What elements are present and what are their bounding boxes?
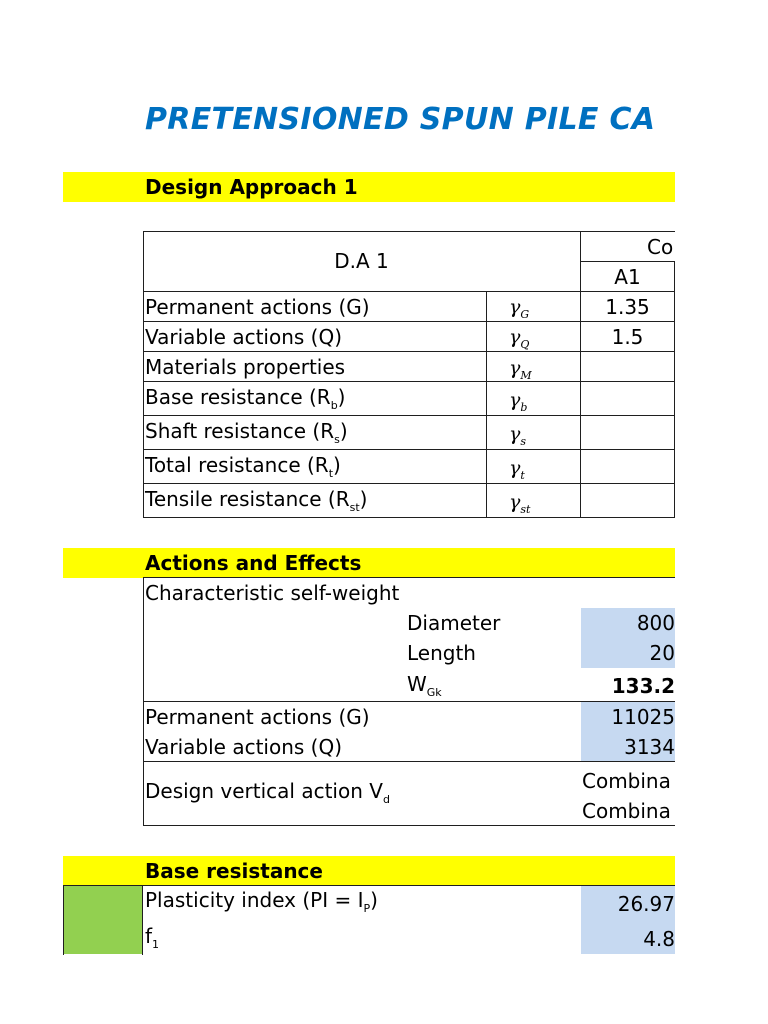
row-permanent-value: 1.35	[605, 295, 650, 319]
row-shaft-resistance-label: Shaft resistance $(R_s)$	[145, 419, 348, 446]
row-total-resistance-label: Total resistance $(R_t)$	[145, 453, 341, 480]
header-combination: Co	[647, 235, 674, 259]
row-base-resistance-label: Base resistance $(R_b)$	[145, 385, 346, 412]
green-marker-cell	[63, 886, 142, 954]
f1-label: $f_1$	[145, 924, 160, 951]
gamma-b-symbol: $\gamma_b$	[509, 389, 528, 414]
gamma-st-symbol: $\gamma_{st}$	[509, 491, 531, 516]
self-weight-label: Characteristic self-weight	[145, 581, 400, 605]
gamma-s-symbol: $\gamma_s$	[509, 423, 527, 448]
variable-actions-label: Variable actions (Q)	[145, 735, 343, 759]
length-value[interactable]: 20	[649, 641, 675, 665]
gamma-g-symbol: $\gamma_G$	[509, 296, 530, 321]
row-permanent-label: Permanent actions (G)	[145, 295, 370, 319]
section-heading-design-approach: Design Approach 1	[145, 175, 358, 199]
combination-1-label: Combina	[582, 769, 671, 793]
gamma-m-symbol: $\gamma_M$	[509, 357, 532, 382]
row-variable-label: Variable actions (Q)	[145, 325, 343, 349]
plasticity-index-value[interactable]: 26.97	[617, 892, 675, 916]
f1-value[interactable]: 4.8	[643, 927, 675, 951]
row-tensile-resistance-label: Tensile resistance $(R_{st})$	[145, 487, 368, 514]
section-heading-actions: Actions and Effects	[145, 551, 362, 575]
gamma-q-symbol: $\gamma_Q$	[509, 326, 530, 351]
wgk-label: $W_{Gk}$	[407, 672, 442, 699]
gamma-t-symbol: $\gamma_t$	[509, 457, 525, 482]
permanent-actions-label: Permanent actions (G)	[145, 705, 370, 729]
header-a1: A1	[614, 265, 641, 289]
row-variable-value: 1.5	[611, 325, 644, 349]
variable-actions-value[interactable]: 3134	[624, 735, 675, 759]
combination-2-label: Combina	[582, 799, 671, 823]
wgk-value: 133.2	[611, 674, 675, 698]
length-label: Length	[407, 641, 476, 665]
plasticity-index-label: Plasticity index $(PI = I_P)$	[145, 888, 378, 915]
row-materials-label: Materials properties	[145, 355, 346, 379]
section-heading-base-resistance: Base resistance	[145, 859, 323, 883]
diameter-value[interactable]: 800	[636, 611, 675, 635]
page-title: PRETENSIONED SPUN PILE CA	[145, 102, 656, 137]
permanent-actions-value[interactable]: 11025	[611, 705, 675, 729]
design-vertical-action-label: Design vertical action $V_d$	[145, 779, 390, 806]
diameter-label: Diameter	[407, 611, 501, 635]
header-da1: D.A 1	[334, 249, 389, 273]
